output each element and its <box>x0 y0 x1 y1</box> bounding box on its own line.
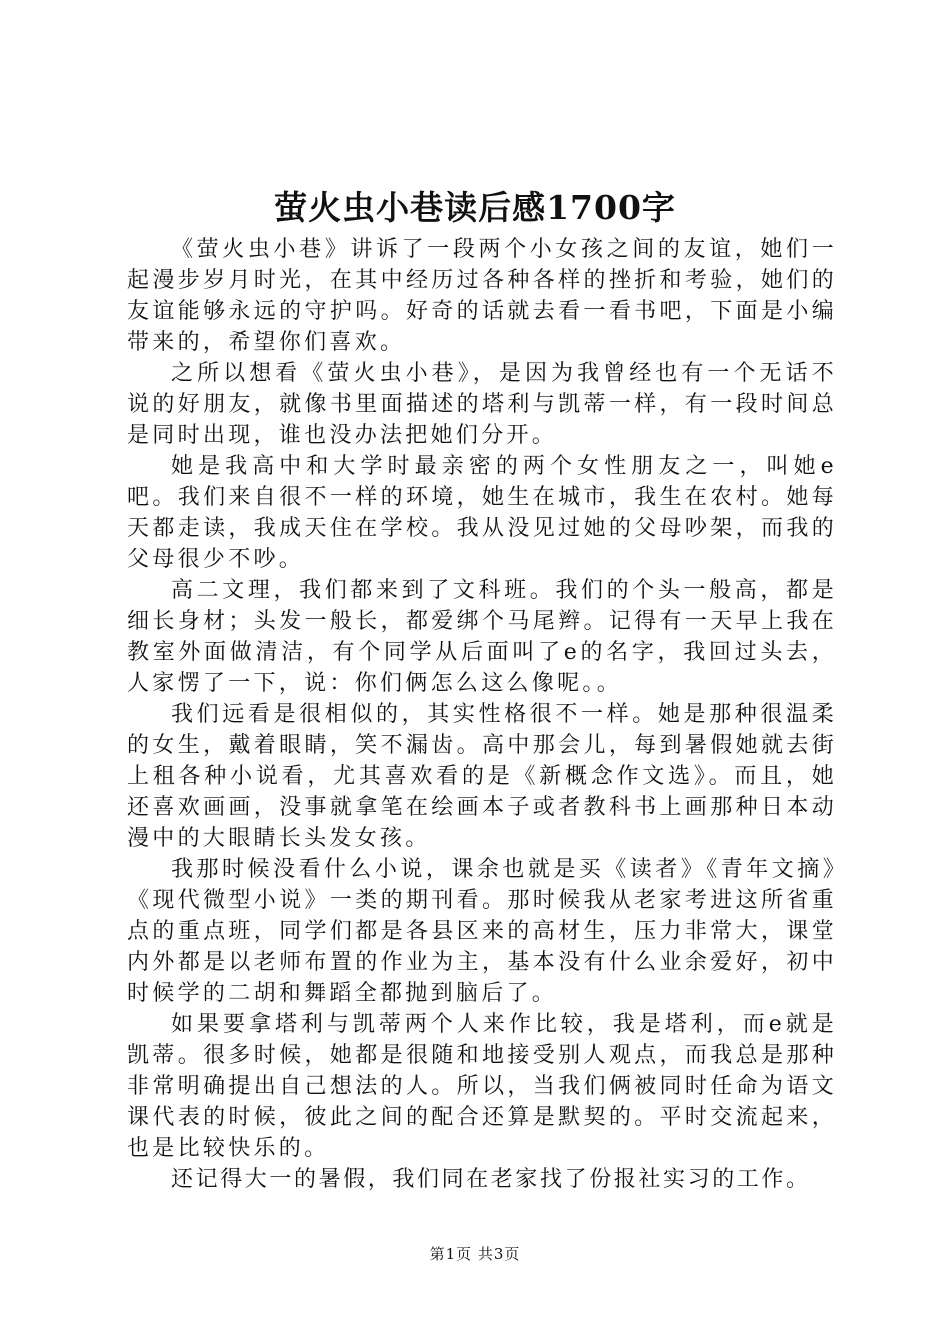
paragraph: 还记得大一的暑假，我们同在老家找了份报社实习的工作。 <box>171 1167 811 1192</box>
paragraph: 之所以想看《萤火虫小巷》，是因为我曾经也有一个无话不说的好朋友，就像书里面描述的塔利与凯蒂一样，有一段时间总是同时出现，谁也没办法把她们分开。 <box>127 361 837 448</box>
paragraph: 《萤火虫小巷》讲诉了一段两个小女孩之间的友谊，她们一起漫步岁月时光，在其中经历过各种各样的挫折和考验，她们的友谊能够永远的守护吗。好奇的话就去看一看书吧，下面是小编带来的，希望你们喜欢。 <box>127 237 837 355</box>
document-title: 萤火虫小巷读后感1700字 <box>274 188 676 227</box>
paragraph: 如果要拿塔利与凯蒂两个人来作比较，我是塔利，而e就是凯蒂。很多时候，她都是很随和地接受别人观点，而我总是那种非常明确提出自己想法的人。所以，当我们俩被同时任命为语文课代表的时候，彼此之间的配合还算是默契的。平时交流起来，也是比较快乐的。 <box>127 1012 837 1161</box>
page-number-footer: 第1页 共3页 <box>429 1245 521 1263</box>
paragraph: 我那时候没看什么小说，课余也就是买《读者》《青年文摘》《现代微型小说》一类的期刊看。那时候我从老家考进这所省重点的重点班，同学们都是各县区来的高材生，压力非常大，课堂内外都是以老师布置的作业为主，基本没有什么业余爱好，初中时候学的二胡和舞蹈全都抛到脑后了。 <box>127 857 837 1006</box>
paragraph: 我们远看是很相似的，其实性格很不一样。她是那种很温柔的女生，戴着眼睛，笑不漏齿。高中那会儿，每到暑假她就去街上租各种小说看，尤其喜欢看的是《新概念作文选》。而且，她还喜欢画画，没事就拿笔在绘画本子或者教科书上画那种日本动漫中的大眼睛长头发女孩。 <box>127 702 837 851</box>
document-body <box>127 234 837 1195</box>
paragraph: 她是我高中和大学时最亲密的两个女性朋友之一，叫她e吧。我们来自很不一样的环境，她生在城市，我生在农村。她每天都走读，我成天住在学校。我从没见过她的父母吵架，而我的父母很少不吵。 <box>127 454 837 572</box>
paragraph: 高二文理，我们都来到了文科班。我们的个头一般高，都是细长身材；头发一般长，都爱绑个马尾辫。记得有一天早上我在教室外面做清洁，有个同学从后面叫了e的名字，我回过头去，人家愣了一下，说：你们俩怎么这么像呢。。 <box>127 578 837 696</box>
